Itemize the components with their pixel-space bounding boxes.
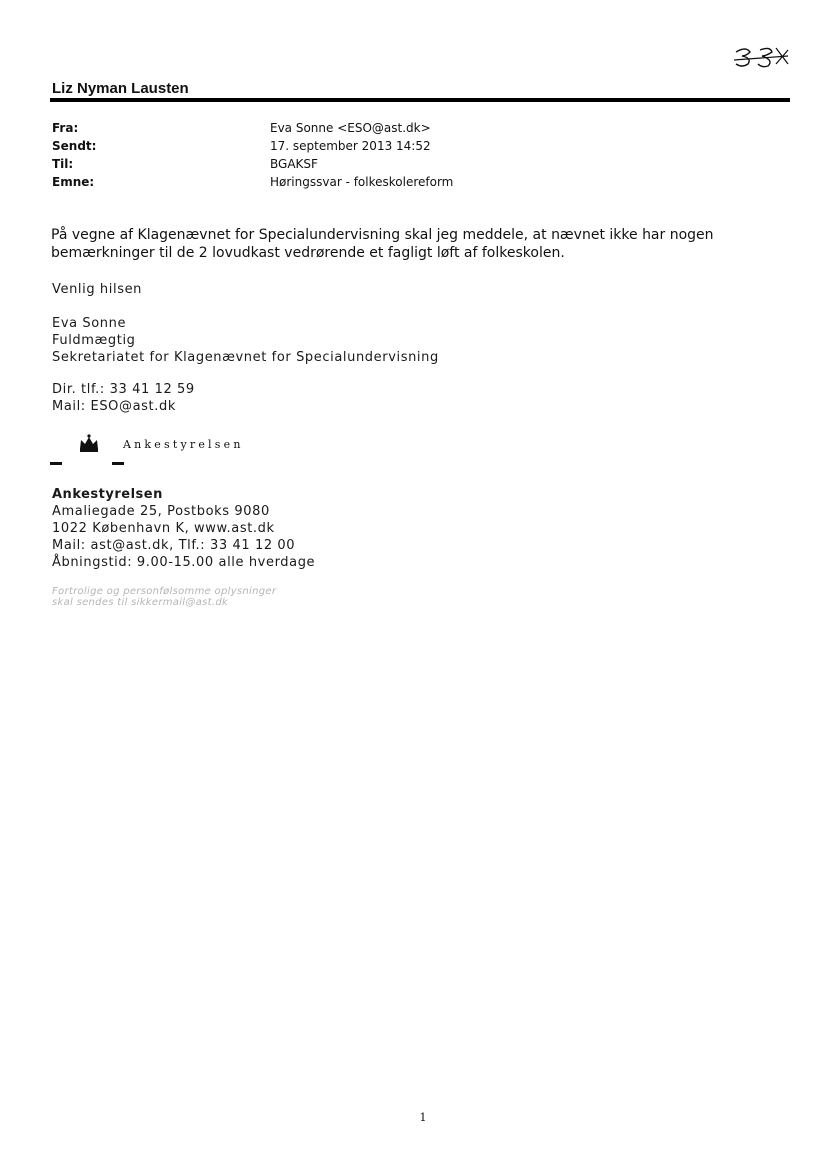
header-divider — [50, 98, 790, 102]
header-value-sent: 17. september 2013 14:52 — [270, 139, 431, 153]
sender-title: Fuldmægtig — [52, 333, 136, 348]
agency-block — [52, 486, 315, 571]
header-row-sent — [52, 137, 453, 155]
mailbox-owner-name: Liz Nyman Lausten — [52, 80, 189, 97]
header-row-to — [52, 155, 453, 173]
crown-icon — [78, 434, 100, 454]
header-label-from: Fra: — [52, 121, 79, 135]
confidentiality-line: skal sendes til sikkermail@ast.dk — [52, 597, 229, 608]
email-headers — [52, 119, 453, 191]
sender-department: Sekretariatet for Klagenævnet for Specialundervisning — [52, 350, 439, 365]
agency-address: Amaliegade 25, Postboks 9080 — [52, 504, 270, 519]
confidentiality-notice — [52, 586, 276, 608]
sender-signature — [52, 315, 439, 366]
header-row-subject — [52, 173, 453, 191]
email-body-line: bemærkninger til de 2 lovudkast vedrørende et fagligt løft af folkeskolen. — [51, 245, 565, 261]
header-row-from — [52, 119, 453, 137]
sender-phone: Dir. tlf.: 33 41 12 59 — [52, 382, 195, 397]
agency-hours: Åbningstid: 9.00-15.00 alle hverdage — [52, 555, 316, 570]
sender-name: Eva Sonne — [52, 316, 127, 331]
agency-name: Ankestyrelsen — [52, 487, 163, 502]
sender-contact — [52, 381, 195, 415]
agency-city: 1022 København K, www.ast.dk — [52, 521, 275, 536]
header-value-from: Eva Sonne <ESO@ast.dk> — [270, 121, 431, 135]
logo-dash — [112, 462, 124, 465]
agency-logo — [50, 432, 290, 472]
logo-wordmark: Ankestyrelsen — [123, 438, 244, 451]
header-label-sent: Sendt: — [52, 139, 97, 153]
page-number: 1 — [419, 1111, 427, 1124]
handwritten-page-mark — [732, 42, 792, 70]
header-label-subject: Emne: — [52, 175, 95, 189]
sender-mail: Mail: ESO@ast.dk — [52, 399, 176, 414]
email-body — [51, 226, 751, 262]
email-body-line: På vegne af Klagenævnet for Specialundervisning skal jeg meddele, at nævnet ikke har nogen — [51, 227, 714, 243]
logo-dash — [50, 462, 62, 465]
header-label-to: Til: — [52, 157, 74, 171]
header-value-subject: Høringssvar - folkeskolereform — [270, 175, 454, 189]
header-value-to: BGAKSF — [270, 157, 318, 171]
agency-contact: Mail: ast@ast.dk, Tlf.: 33 41 12 00 — [52, 538, 296, 553]
greeting: Venlig hilsen — [52, 282, 143, 297]
confidentiality-line: Fortrolige og personfølsomme oplysninger — [52, 586, 277, 597]
